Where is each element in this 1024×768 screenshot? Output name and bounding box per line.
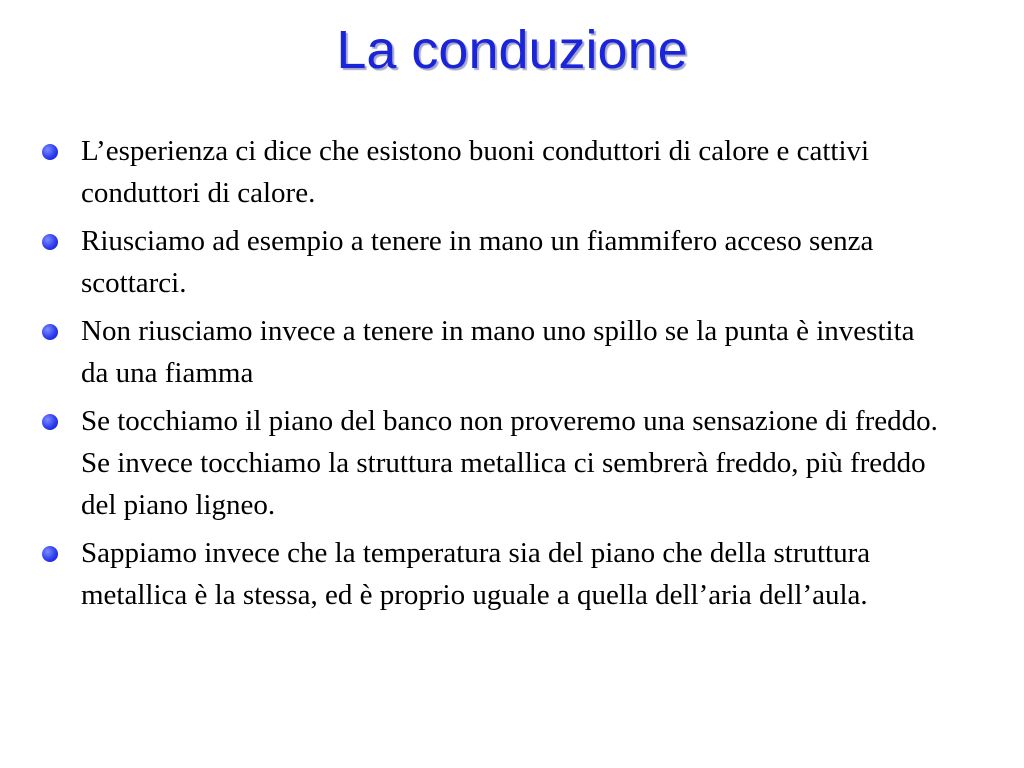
bullet-dot-icon (42, 546, 58, 562)
bullet-item (42, 130, 942, 214)
bullet-list (42, 130, 942, 622)
bullet-item (42, 400, 942, 526)
bullet-text: L’esperienza ci dice che esistono buoni conduttori di calore e cattivi conduttori di calore. (81, 135, 870, 209)
bullet-dot-icon (42, 144, 58, 160)
slide-title: La conduzione (336, 20, 688, 80)
bullet-dot-icon (42, 234, 58, 250)
bullet-item (42, 310, 942, 394)
bullet-dot-icon (42, 414, 58, 430)
bullet-item (42, 220, 942, 304)
bullet-item (42, 532, 942, 616)
bullet-text: Riusciamo ad esempio a tenere in mano un fiammifero acceso senza scottarci. (81, 225, 874, 299)
bullet-text: Se tocchiamo il piano del banco non proveremo una sensazione di freddo. Se invece tocchiamo la struttura metallica ci sembrerà freddo, più freddo del piano ligneo. (81, 405, 938, 521)
bullet-text: Non riusciamo invece a tenere in mano uno spillo se la punta è investita da una fiamma (81, 315, 915, 389)
bullet-dot-icon (42, 324, 58, 340)
bullet-text: Sappiamo invece che la temperatura sia del piano che della struttura metallica è la stessa, ed è proprio uguale a quella dell’aria dell’aula. (81, 537, 871, 611)
